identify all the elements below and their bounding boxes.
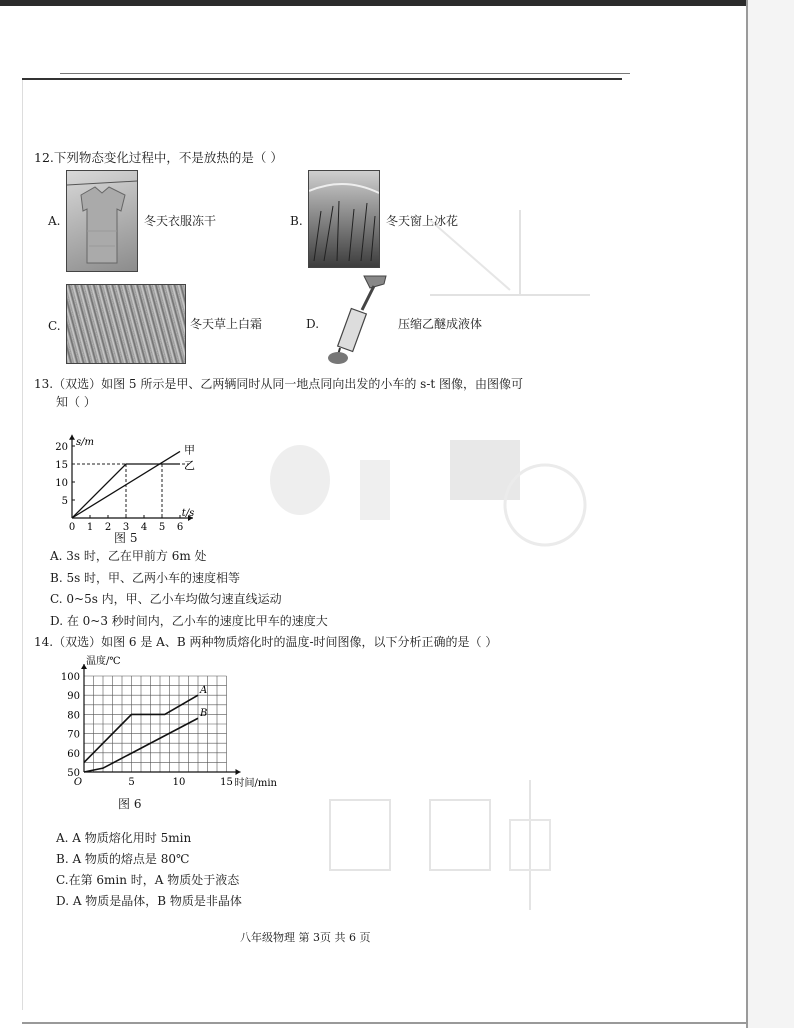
window-frost-photo — [308, 170, 380, 268]
scan-right-edge — [746, 0, 748, 1028]
x-tick-label: 5 — [158, 522, 166, 533]
scan-bottom-edge — [22, 1022, 746, 1024]
frost-grass-icon — [309, 171, 379, 267]
q13-option-b: B. 5s 时，甲、乙两小车的速度相等 — [50, 571, 241, 585]
q13-option-d: D. 在 0~3 秒时间内，乙小车的速度比甲车的速度大 — [50, 614, 328, 628]
frozen-clothes-photo — [66, 170, 138, 272]
x-tick-label: O — [73, 777, 83, 788]
y-tick-label: 50 — [67, 768, 80, 779]
q12-option-a-letter: A. — [48, 214, 61, 228]
scan-left-edge — [22, 80, 23, 1010]
series-label-b: B — [200, 708, 208, 720]
x-axis-label: 时间/min — [234, 778, 277, 789]
y-tick-label: 70 — [67, 729, 80, 741]
x-axis-arrow-icon — [236, 769, 241, 775]
y-tick-label: 100 — [60, 672, 80, 683]
scan-right-margin — [748, 0, 794, 1028]
q12-option-b-text: 冬天窗上冰花 — [386, 214, 459, 228]
header-rule — [22, 78, 622, 80]
q14-option-a: A. A 物质熔化用时 5min — [56, 831, 192, 845]
y-axis-label: s/m — [76, 436, 94, 448]
x-tick-label: 3 — [122, 522, 130, 533]
y-axis-label: 温度/℃ — [86, 656, 121, 667]
page-footer: 八年级物理 第 3页 共 6 页 — [240, 931, 371, 944]
x-tick-label: 0 — [68, 522, 76, 533]
y-axis-arrow-icon — [69, 435, 75, 440]
x-tick-label: 15 — [220, 777, 233, 788]
show-through-apparatus — [260, 780, 590, 920]
series-label-a: A — [200, 685, 208, 697]
y-tick-label: 5 — [61, 496, 68, 507]
q12-option-c-letter: C. — [48, 319, 61, 333]
figure-5-st-graph — [48, 404, 228, 534]
frost-grass-photo — [66, 284, 186, 364]
figure-6-temperature-graph — [44, 650, 324, 796]
x-tick-label: 1 — [86, 522, 94, 533]
q13-stem-line2: 知（ ） — [56, 395, 96, 409]
figure-6-caption: 图 6 — [118, 797, 142, 811]
y-tick-label: 60 — [67, 748, 80, 760]
header-rule-thin — [60, 73, 630, 74]
shirt-icon — [67, 171, 137, 271]
figure-5-caption: 图 5 — [114, 531, 138, 545]
x-tick-label: 5 — [128, 777, 135, 788]
q12-option-d-text: 压缩乙醚成液体 — [398, 317, 483, 331]
q12-option-a-text: 冬天衣服冻干 — [144, 214, 217, 228]
syringe-icon — [326, 270, 396, 365]
x-tick-label: 2 — [104, 522, 112, 533]
x-tick-label: 6 — [176, 522, 184, 533]
scan-top-border — [0, 0, 748, 6]
q12-option-d-letter: D. — [306, 317, 320, 331]
y-tick-label: 80 — [67, 710, 80, 722]
y-tick-label: 90 — [67, 691, 80, 703]
y-tick-label: 10 — [55, 478, 68, 489]
q13-option-c: C. 0~5s 内，甲、乙小车均做匀速直线运动 — [50, 592, 282, 606]
q14-stem: 14.（双选）如图 6 是 A、B 两种物质熔化时的温度-时间图像，以下分析正确的是（ ） — [34, 635, 498, 649]
y-tick-label: 20 — [55, 442, 68, 453]
series-label-yi: 乙 — [184, 459, 195, 472]
q13-option-a: A. 3s 时，乙在甲前方 6m 处 — [50, 549, 207, 563]
q12-stem: 12.下列物态变化过程中，不是放热的是（ ） — [34, 150, 283, 165]
x-tick-label: 4 — [140, 522, 148, 533]
q14-option-d: D. A 物质是晶体，B 物质是非晶体 — [56, 894, 242, 908]
q14-option-b: B. A 物质的熔点是 80℃ — [56, 852, 190, 866]
series-line-jia — [72, 451, 180, 518]
y-tick-label: 15 — [55, 460, 68, 471]
x-axis-label: t/s — [181, 508, 195, 519]
q12-option-b-letter: B. — [290, 214, 303, 228]
q14-option-c: C.在第 6min 时，A 物质处于液态 — [56, 873, 240, 887]
show-through-figures — [260, 430, 600, 560]
q13-stem-line1: 13.（双选）如图 5 所示是甲、乙两辆同时从同一地点同向出发的小车的 s-t 图像，由图像可 — [34, 377, 524, 391]
q12-option-c-text: 冬天草上白霜 — [190, 317, 263, 331]
series-label-jia: 甲 — [184, 443, 195, 457]
x-tick-label: 10 — [172, 777, 186, 788]
